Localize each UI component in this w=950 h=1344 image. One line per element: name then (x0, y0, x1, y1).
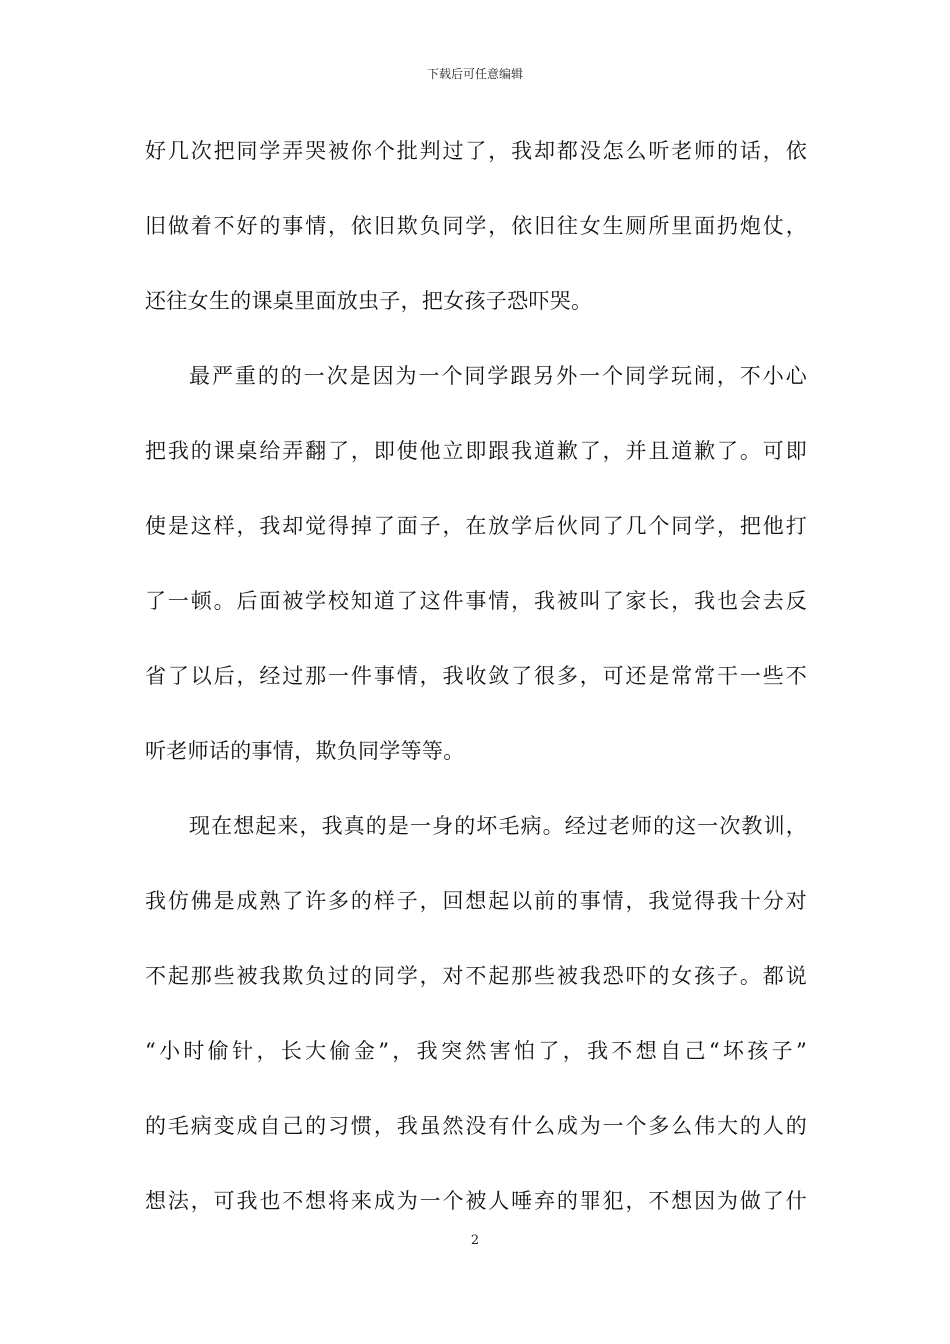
document-body (145, 128, 807, 1253)
text-line: 还往女生的课桌里面放虫子，把女孩子恐吓哭。 (145, 289, 593, 313)
text-line: “小时偷针，长大偷金”，我突然害怕了，我不想自己“坏孩子” (145, 1039, 807, 1063)
text-line: 旧做着不好的事情，依旧欺负同学，依旧往女生厕所里面扔炮仗， (145, 214, 807, 238)
paragraph-first-line: 最严重的的一次是因为一个同学跟另外一个同学玩闹，不小心 (189, 364, 807, 388)
text-line: 我仿佛是成熟了许多的样子，回想起以前的事情，我觉得我十分对 (145, 889, 807, 913)
text-line: 好几次把同学弄哭被你个批判过了，我却都没怎么听老师的话，依 (145, 139, 807, 163)
text-line: 的毛病变成自己的习惯，我虽然没有什么成为一个多么伟大的人的 (145, 1114, 807, 1138)
text-line: 听老师话的事情，欺负同学等等。 (145, 739, 465, 763)
page-number: 2 (470, 1233, 480, 1248)
text-line: 不起那些被我欺负过的同学，对不起那些被我恐吓的女孩子。都说 (145, 964, 807, 988)
text-line: 了一顿。后面被学校知道了这件事情，我被叫了家长，我也会去反 (145, 589, 807, 613)
text-line: 想法，可我也不想将来成为一个被人唾弃的罪犯，不想因为做了什 (145, 1189, 807, 1213)
page-header: 下载后可任意编辑 (426, 67, 523, 81)
text-line: 省了以后，经过那一件事情，我收敛了很多，可还是常常干一些不 (145, 664, 807, 688)
paragraph-first-line: 现在想起来，我真的是一身的坏毛病。经过老师的这一次教训， (189, 814, 807, 838)
text-line: 把我的课桌给弄翻了，即使他立即跟我道歉了，并且道歉了。可即 (145, 439, 807, 463)
text-line: 使是这样，我却觉得掉了面子，在放学后伙同了几个同学，把他打 (145, 514, 807, 538)
